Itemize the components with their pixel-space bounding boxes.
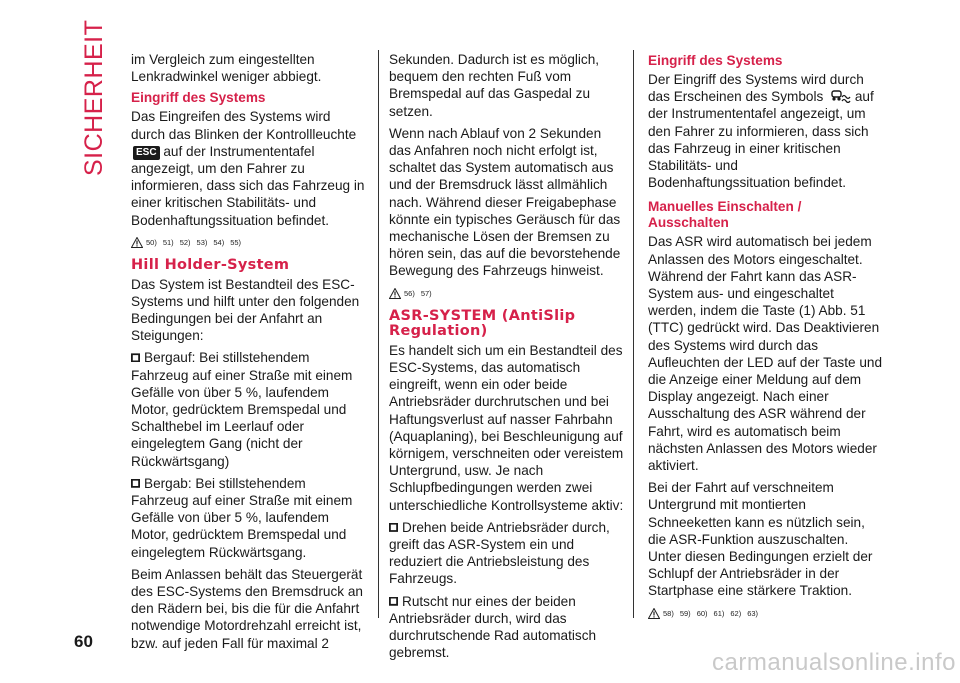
warning-ref-list [663, 605, 764, 622]
list-item [131, 349, 366, 469]
warning-ref[interactable]: 57) [420, 288, 432, 298]
warning-references [648, 605, 883, 622]
paragraph: Das System ist Bestandteil des ESC-Systems und hilft unter den folgenden Bedingungen bei der Anfahrt an Steigungen: [131, 276, 360, 344]
section-title: ASR-SYSTEM (AntiSlip Regulation) [389, 307, 576, 340]
section-heading: Eingriff des Systems [131, 90, 266, 106]
page-number: 60 [74, 632, 93, 651]
list-item [389, 519, 624, 588]
section-side-tab: SICHERHEIT [80, 19, 108, 176]
paragraph [648, 71, 883, 191]
warning-ref[interactable]: 59) [679, 608, 691, 618]
paragraph-text: Der Eingriff des Systems wird durch das Erscheinen des Symbols [648, 72, 864, 105]
warning-ref[interactable]: 52) [179, 237, 191, 247]
warning-ref[interactable]: 51) [162, 237, 174, 247]
warning-ref[interactable]: 60) [696, 608, 708, 618]
list-item-text: Bergab: Bei stillstehendem Fahrzeug auf einer Straße mit einem Gefälle von über 5 %, laufendem Motor, gedrücktem Bremspedal und eingelegtem Rückwärtsgang. [131, 475, 353, 560]
bullet-icon [389, 597, 398, 606]
paragraph-text: Das Eingreifen des Systems wird durch das Blinken der Kontrollleuchte [131, 109, 357, 142]
paragraph: Das ASR wird automatisch bei jedem Anlassen des Motors eingeschaltet. Während der Fahrt kann das ASR-System aus- und eingeschaltet werden, indem die Taste (1) Abb. 51 (TTC) gedrückt wird. Das Deaktivieren des Systems wird durch das Aufleuchten der LED auf der Taste und die Anzeige einer Meldung auf dem Display angezeigt. Nach einer Ausschaltung des ASR während der Fahrt, wird es automatisch beim nächsten Anlassen des Motors wieder aktiviert. [648, 234, 883, 474]
warning-ref[interactable]: 56) [404, 288, 415, 298]
warning-ref[interactable]: 58) [663, 608, 674, 618]
warning-triangle-icon [131, 237, 143, 248]
list-item-text: Bergauf: Bei stillstehendem Fahrzeug auf einer Straße mit einem Gefälle von über 5 %, laufendem Motor, gedrücktem Bremspedal und Schalthebel im Leerlauf oder eingelegtem Gang (nicht der Rückwärtsgang) [131, 350, 353, 469]
traction-control-symbol-icon [829, 89, 851, 103]
warning-references [389, 285, 624, 302]
warning-ref[interactable]: 55) [230, 237, 242, 247]
bullet-icon [389, 523, 398, 532]
text-column-1 [131, 51, 366, 657]
list-item [131, 475, 366, 561]
paragraph: im Vergleich zum eingestellten Lenkradwinkel weniger abbiegt. [131, 52, 322, 85]
section-heading: Eingriff des Systems [648, 53, 783, 68]
section-title: Hill Holder-System [131, 257, 290, 274]
warning-ref-list [146, 234, 247, 251]
paragraph: Wenn nach Ablauf von 2 Sekunden das Anfahren noch nicht erfolgt ist, schaltet das System automatisch aus und der Bremsdruck lässt allmählich nach. Während dieser Freigabephase könnte ein typisches Geräusch für das mechanische Lösen der Bremsen zu hören sein, das auf die bevorstehende Bewegung des Fahrzeugs hinweist. [389, 125, 621, 279]
warning-triangle-icon [389, 288, 401, 299]
paragraph: Bei der Fahrt auf verschneitem Untergrund mit montierten Schneeketten kann es nützlich sein, die ASR-Funktion auszuschalten. Unter diesen Bedingungen erzielt der Schlupf der Antriebsräder in der Startphase eine stärkere Traktion. [648, 480, 873, 599]
warning-ref-list [404, 285, 438, 302]
warning-references [131, 234, 366, 251]
paragraph: Es handelt sich um ein Bestandteil des ESC-Systems, das automatisch eingreift, wenn ein oder beide Antriebsräder durchrutschen und bei Haftungsverlust auf nasser Fahrbahn (Aquaplaning), bei Beschleunigung auf körnigem, verschneiten oder vereistem Untergrund, usw. Je nach Schlupfbedingungen werden zwei unterschiedliche Kontrollsysteme aktiv: [389, 342, 624, 513]
bullet-icon [131, 353, 140, 362]
list-item-text: Drehen beide Antriebsräder durch, greift das ASR-System ein und reduziert die Antriebsleistung des Fahrzeugs. [389, 519, 610, 587]
paragraph [131, 108, 366, 228]
warning-ref[interactable]: 61) [713, 608, 725, 618]
column-divider [633, 50, 634, 618]
list-item-text: Rutscht nur eines der beiden Antriebsräder durch, wird das durchrutschende Rad automatisch gebremst. [389, 593, 597, 661]
paragraph-text: auf der Instrumententafel angezeigt, um den Fahrer zu informieren, dass sich das Fahrzeug in einer kritischen Stabilitäts- und Bodenhaftungssituation befindet. [648, 89, 874, 191]
text-column-2 [389, 51, 624, 667]
column-divider [378, 50, 379, 618]
watermark: carmanualsonline.info [712, 649, 956, 676]
warning-ref[interactable]: 62) [730, 608, 742, 618]
paragraph: Beim Anlassen behält das Steuergerät des ESC-Systems den Bremsdruck an den Rädern bei, bis die für die Anfahrt notwendige Motordrehzahl erreicht ist, bzw. auf jeden Fall für maximal 2 [131, 566, 363, 651]
text-column-3 [648, 51, 883, 628]
list-item [389, 593, 624, 662]
warning-ref[interactable]: 63) [747, 608, 759, 618]
section-heading: Manuelles Einschalten / Ausschalten [648, 199, 802, 231]
paragraph-text: auf der Instrumententafel angezeigt, um den Fahrer zu informieren, dass sich das Fahrzeug in einer kritischen Stabilitäts- und Bodenhaftungssituation befindet. [131, 143, 365, 228]
esc-warning-light-icon: ESC [133, 146, 160, 160]
warning-ref[interactable]: 53) [196, 237, 208, 247]
bullet-icon [131, 479, 140, 488]
warning-triangle-icon [648, 608, 660, 619]
warning-ref[interactable]: 54) [213, 237, 225, 247]
warning-ref[interactable]: 50) [146, 237, 157, 247]
paragraph: Sekunden. Dadurch ist es möglich, bequem den rechten Fuß vom Bremspedal auf das Gaspedal zu setzen. [389, 52, 600, 119]
